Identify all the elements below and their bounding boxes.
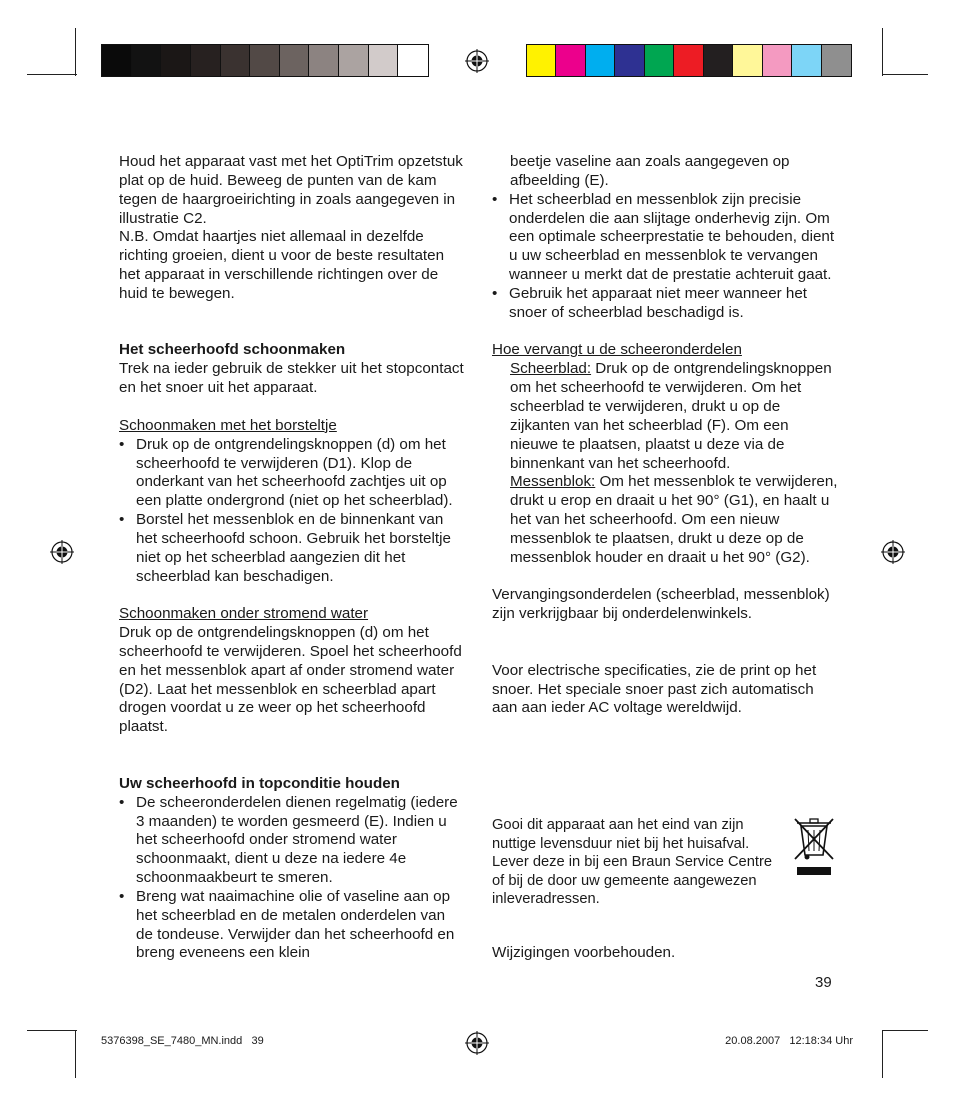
- color-swatch: [280, 45, 310, 76]
- changes-reserved: Wijzigingen voorbehouden.: [492, 944, 676, 961]
- color-swatch: [586, 45, 615, 76]
- section-heading: Uw scheerhoofd in topconditie houden: [119, 774, 400, 792]
- registration-mark-icon: [881, 540, 905, 564]
- color-swatch: [161, 45, 191, 76]
- color-swatch: [792, 45, 821, 76]
- registration-mark-icon: [465, 1031, 489, 1055]
- list-item: • Breng wat naaimachine olie of vaseline aan op het scheerblad en de metalen onderdelen van de tondeuse. Verwijder dan het scheerhoofd en breng eveneens een klein: [119, 888, 465, 963]
- intro-paragraph: Houd het apparaat vast met het OptiTrim opzetstuk plat op de huid. Beweeg de punten van de kam tegen de haargroeirichting in zoals aangegeven in illustratie C2.: [119, 153, 463, 227]
- subsection-heading: Hoe vervangt u de scheeronderdelen: [492, 341, 742, 359]
- color-swatch: [763, 45, 792, 76]
- crop-mark: [27, 1030, 77, 1031]
- color-swatch: [704, 45, 733, 76]
- wheelie-bin-crossed-icon: [793, 815, 835, 877]
- subsection-heading: Schoonmaken met het borsteltje: [119, 416, 337, 434]
- bullet-list: [119, 794, 465, 964]
- left-column: [119, 153, 465, 963]
- subsection-heading: Schoonmaken onder stromend water: [119, 605, 369, 623]
- color-swatch: [645, 45, 674, 76]
- body-paragraph: Trek na ieder gebruik de stekker uit het stopcontact en het snoer uit het apparaat.: [119, 360, 464, 397]
- gray-color-bar: [101, 44, 429, 77]
- color-swatch: [102, 45, 132, 76]
- color-swatch: [309, 45, 339, 76]
- crop-mark: [75, 28, 76, 76]
- bullet-list: [492, 191, 838, 323]
- crop-mark: [882, 28, 883, 76]
- bullet-list: [119, 436, 465, 587]
- cutter-paragraph: [492, 473, 838, 567]
- list-item: • Het scheerblad en messenblok zijn precisie onderdelen die aan slijtage onderhevig zijn. Om een optimale scheerprestatie te behouden, dient u uw scheerblad en messenblok te vervangen wanneer u merkt dat de prestatie achteruit gaat.: [492, 191, 838, 285]
- body-paragraph: Druk op de ontgrendelingsknoppen (d) om het scheerhoofd te verwijderen. Spoel het scheerhoofd en het messenblok apart af onder stromend water (D2). Laat het messenblok en scheerblad apart drogen voordat u ze weer op het scheerhoofd plaatst.: [119, 624, 462, 736]
- disposal-paragraph: Gooi dit apparaat aan het eind van zijn nuttige levensduur niet bij het huisafval. Lever deze in bij een Braun Service Centre of bij de door uw gemeente aangewezen inleveradressen.: [492, 817, 773, 908]
- color-swatch: [674, 45, 703, 76]
- footer-filename: 5376398_SE_7480_MN.indd 39: [101, 1035, 264, 1047]
- color-swatch: [398, 45, 428, 76]
- crop-mark: [75, 1030, 76, 1078]
- color-swatch: [556, 45, 585, 76]
- continued-paragraph: beetje vaseline aan zoals aangegeven op afbeelding (E).: [510, 153, 790, 189]
- foil-text: Druk op de ontgrendelingsknoppen om het scheerhoofd te verwijderen. Om het scheerblad te verwijderen, drukt u op de zijkanten van het scheerblad (F). Om een nieuwe te plaatsen, plaatst u deze via de binnenkant van het scheerhoofd.: [510, 360, 832, 472]
- registration-mark-icon: [465, 49, 489, 73]
- color-swatch: [615, 45, 644, 76]
- color-swatch: [369, 45, 399, 76]
- color-swatch: [339, 45, 369, 76]
- color-swatch: [733, 45, 762, 76]
- crop-mark: [27, 74, 77, 75]
- list-item: • Borstel het messenblok en de binnenkant van het scheerhoofd schoon. Gebruik het borsteltje niet op het scheerblad aangezien dit het scheerblad kan beschadigen.: [119, 511, 465, 586]
- color-swatch: [527, 45, 556, 76]
- section-heading: Het scheerhoofd schoonmaken: [119, 341, 346, 359]
- foil-label: Scheerblad:: [510, 360, 592, 378]
- list-item: • Druk op de ontgrendelingsknoppen (d) om het scheerhoofd te verwijderen (D1). Klop de onderkant van het scheerhoofd zachtjes uit op een platte ondergrond (niet op het scheerblad).: [119, 436, 465, 511]
- color-swatch: [822, 45, 851, 76]
- note-paragraph: N.B. Omdat haartjes niet allemaal in dezelfde richting groeien, dient u voor de beste resultaten het apparaat in verschillende richtingen over de huid te bewegen.: [119, 228, 445, 302]
- color-swatch: [132, 45, 162, 76]
- foil-paragraph: [492, 360, 838, 473]
- right-column: [492, 153, 838, 718]
- crop-mark: [882, 74, 928, 75]
- color-swatch: [191, 45, 221, 76]
- cutter-label: Messenblok:: [510, 473, 596, 491]
- registration-mark-icon: [50, 540, 74, 564]
- crop-mark: [882, 1030, 883, 1078]
- page-number: 39: [815, 974, 832, 991]
- color-swatch: [221, 45, 251, 76]
- parts-paragraph: Vervangingsonderdelen (scheerblad, messenblok) zijn verkrijgbaar bij onderdelenwinkels.: [492, 586, 830, 623]
- list-item: • De scheeronderdelen dienen regelmatig (iedere 3 maanden) te worden gesmeerd (E). Indien u het scheerhoofd onder stromend water schoonmaakt, dient u deze na iedere 4e schoonmaakbeurt te smeren.: [119, 794, 465, 888]
- process-color-bar: [526, 44, 852, 77]
- footer-timestamp: 20.08.2007 12:18:34 Uhr: [725, 1035, 853, 1047]
- crop-mark: [882, 1030, 928, 1031]
- list-item: • Gebruik het apparaat niet meer wanneer het snoer of scheerblad beschadigd is.: [492, 285, 838, 323]
- cutter-text: Om het messenblok te verwijderen, drukt u erop en draait u het 90° (G1), en haalt u het van het scheerhoofd. Om een nieuw messenblok te plaatsen, drukt u deze op de messenblok houder en draait u het 90° (G2).: [510, 473, 838, 566]
- color-swatch: [250, 45, 280, 76]
- electric-paragraph: Voor electrische specificaties, zie de print op het snoer. Het speciale snoer past zich automatisch aan aan ieder AC voltage wereldwijd.: [492, 661, 817, 717]
